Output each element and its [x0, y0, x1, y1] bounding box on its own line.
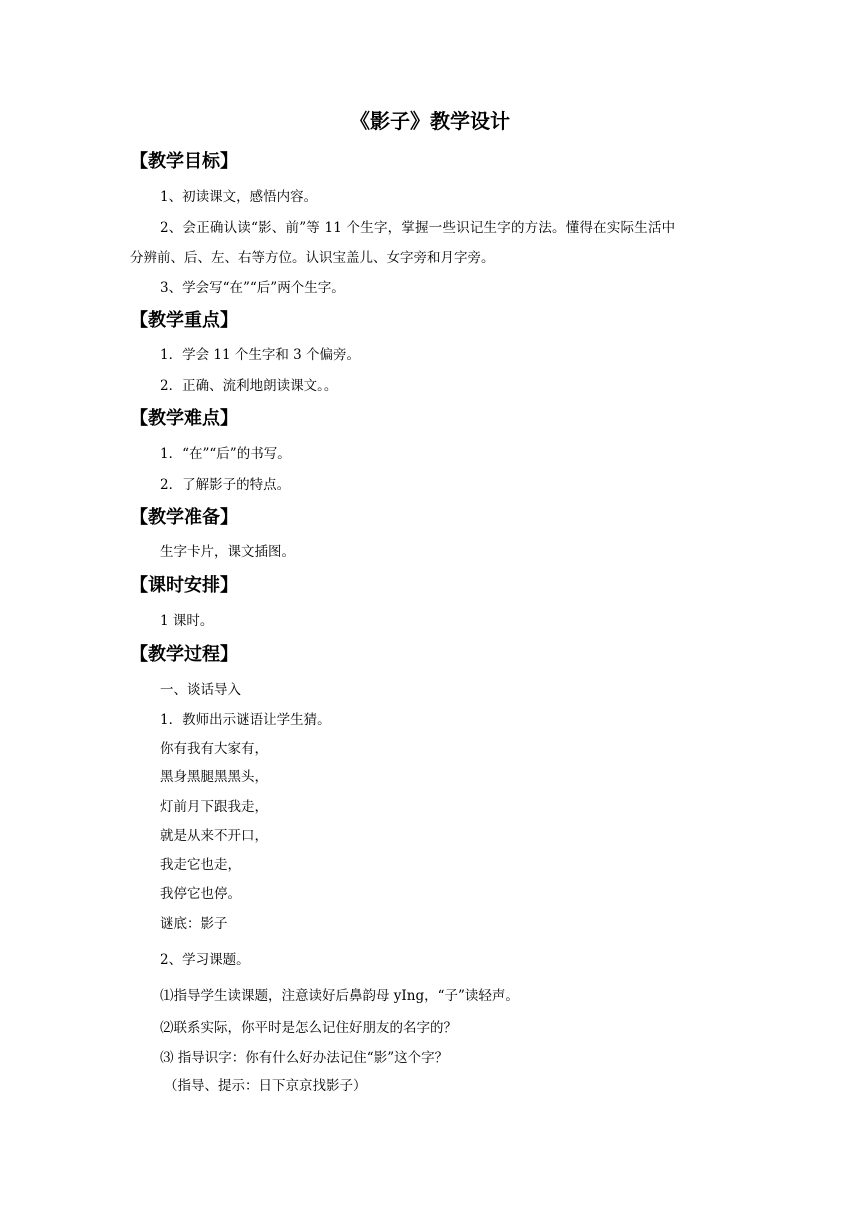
- riddle-line: 我停它也停。: [160, 886, 241, 902]
- objective-line: 3、学会写“在”“后”两个生字。: [160, 280, 345, 296]
- objective-line: 分辨前、后、左、右等方位。认识宝盖儿、女字旁和月字旁。: [130, 250, 495, 266]
- process-line: ⑴指导学生读课题，注意读好后鼻韵母 yIng，“子”读轻声。: [160, 988, 519, 1004]
- process-line: （指导、提示：日下京京找影子）: [164, 1078, 367, 1094]
- objective-line: 1、初读课文，感悟内容。: [160, 189, 318, 205]
- heading-preparation: 【教学准备】: [130, 507, 238, 528]
- process-line: 一、谈话导入: [160, 682, 241, 698]
- riddle-line: 就是从来不开口，: [160, 828, 268, 844]
- key-point-line: 2．正确、流利地朗读课文。。: [160, 378, 338, 394]
- process-line: 1．教师出示谜语让学生猜。: [160, 712, 331, 728]
- heading-difficulties: 【教学难点】: [130, 408, 238, 429]
- riddle-line: 你有我有大家有，: [160, 741, 268, 757]
- document-title: 《影子》教学设计: [350, 109, 510, 133]
- heading-key-points: 【教学重点】: [130, 310, 238, 331]
- riddle-answer: 谜底：影子: [160, 916, 228, 932]
- heading-objectives: 【教学目标】: [130, 151, 238, 172]
- heading-process: 【教学过程】: [130, 644, 238, 665]
- process-line: ⑶ 指导识字：你有什么好办法记住“影”这个字？: [160, 1050, 449, 1066]
- objective-line: 2、会正确认读“影、前”等 11 个生字，掌握一些识记生字的方法。懂得在实际生活中: [160, 220, 676, 236]
- schedule-line: 1 课时。: [160, 613, 214, 629]
- difficulty-line: 1．“在”“后”的书写。: [160, 446, 291, 462]
- difficulty-line: 2．了解影子的特点。: [160, 477, 291, 493]
- riddle-line: 灯前月下跟我走，: [160, 799, 268, 815]
- preparation-line: 生字卡片，课文插图。: [160, 544, 295, 560]
- process-line: 2、学习课题。: [160, 952, 250, 968]
- key-point-line: 1．学会 11 个生字和 3 个偏旁。: [160, 347, 361, 363]
- riddle-line: 我走它也走，: [160, 857, 241, 873]
- heading-schedule: 【课时安排】: [130, 575, 238, 596]
- riddle-line: 黑身黑腿黑黑头，: [160, 769, 268, 785]
- process-line: ⑵联系实际，你平时是怎么记住好朋友的名字的？: [160, 1020, 457, 1036]
